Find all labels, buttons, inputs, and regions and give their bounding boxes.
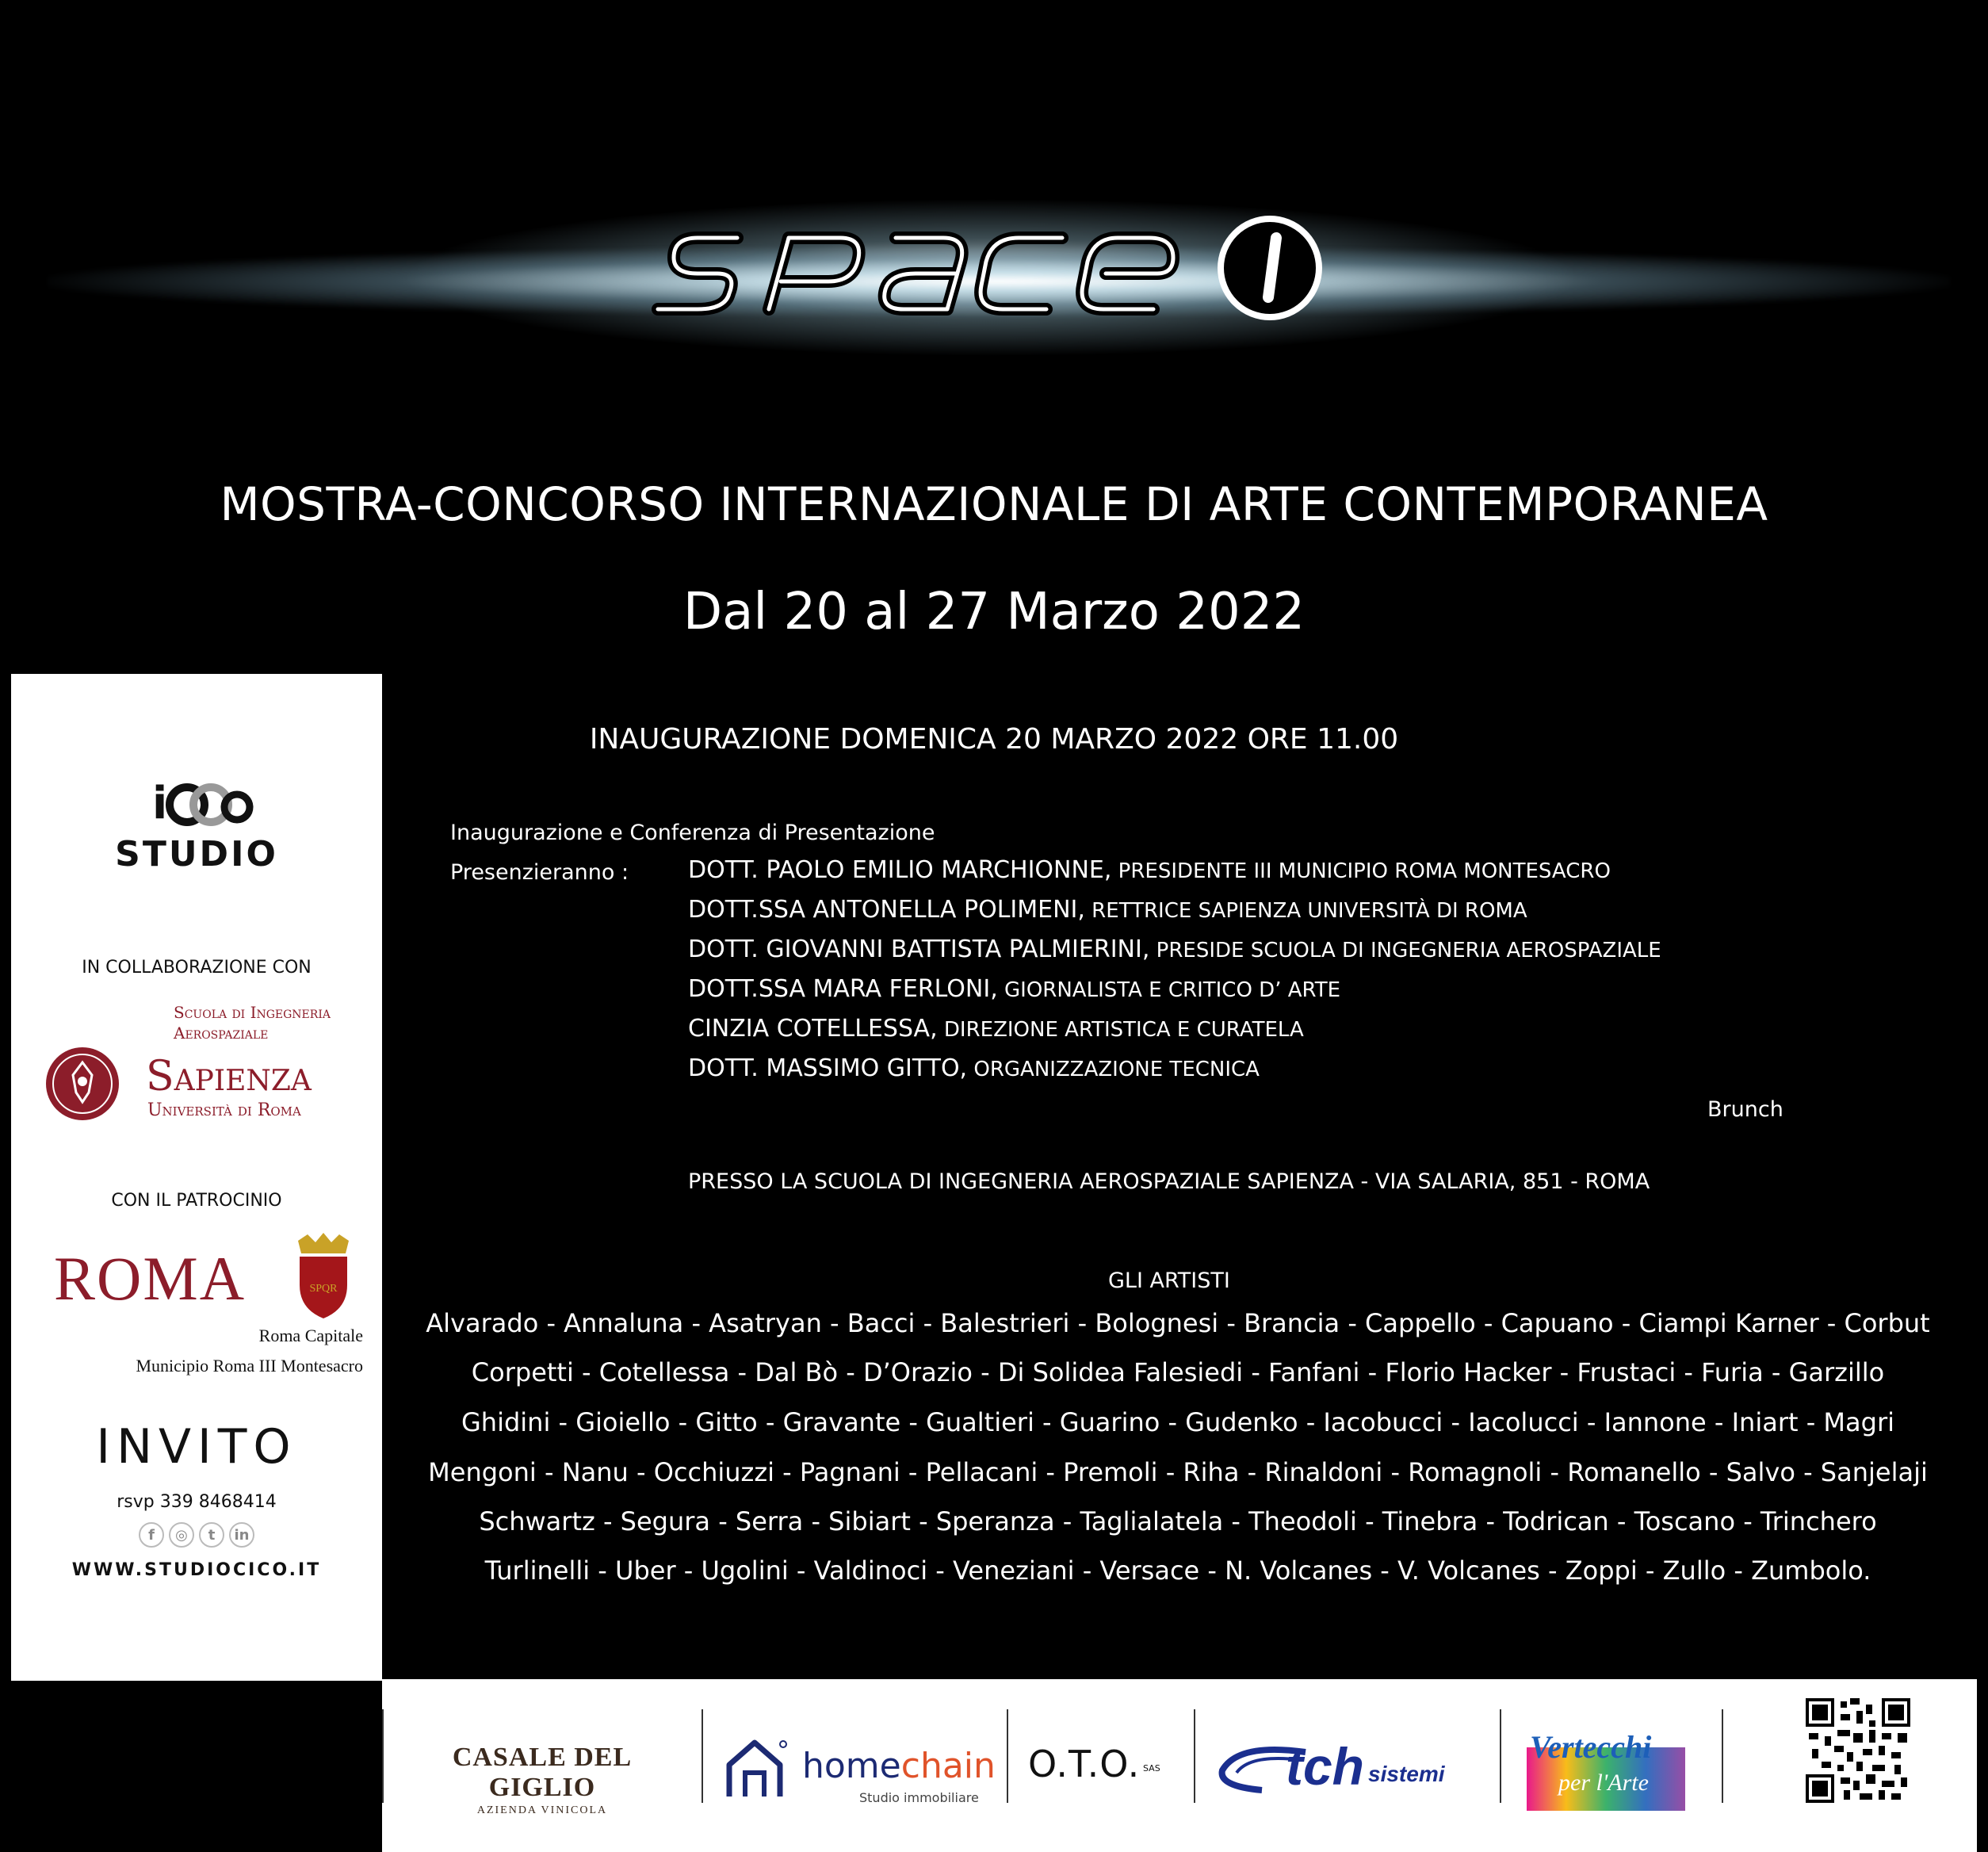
space-one-logo (650, 214, 1348, 333)
tch-sistemi-logo (1214, 1727, 1484, 1806)
qr-code-icon[interactable] (1806, 1698, 1910, 1803)
casale-subtitle: AZIENDA VINICOLA (476, 1804, 608, 1816)
roma-capitale-label: Roma Capitale (258, 1326, 363, 1345)
speaker-row (688, 975, 1340, 1003)
event-dates: Dal 20 al 27 Marzo 2022 (682, 583, 1306, 641)
oto-sas: SAS (1143, 1763, 1160, 1774)
inauguration-line: INAUGURAZIONE DOMENICA 20 MARZO 2022 ORE 11.00 (589, 723, 1399, 756)
speaker-name: DOTT. GIOVANNI BATTISTA PALMIERINI, (688, 936, 1150, 963)
speaker-role: RETTRICE SAPIENZA UNIVERSITÀ DI ROMA (1084, 899, 1527, 923)
speaker-name: DOTT. PAOLO EMILIO MARCHIONNE, (688, 856, 1112, 884)
speaker-row (688, 856, 1611, 884)
sapienza-seal-icon (44, 1040, 120, 1127)
tch-subtitle: sistemi (1368, 1762, 1445, 1786)
rsvp-phone: rsvp 339 8468414 (117, 1492, 277, 1512)
patronage-label: CON IL PATROCINIO (111, 1191, 282, 1211)
vertecchi-logo (1527, 1724, 1685, 1819)
speaker-row (688, 1054, 1260, 1082)
left-sidebar (11, 674, 382, 1681)
house-icon (723, 1733, 794, 1804)
homechain-wordmark (802, 1746, 996, 1786)
website-link[interactable]: WWW.STUDIOCICO.IT (71, 1560, 322, 1580)
vertecchi-subtitle: per l'Arte (1558, 1770, 1649, 1796)
presenters-label: Presenzieranno : (450, 860, 629, 885)
sponsor-bar (382, 1679, 1977, 1852)
sponsor-divider (1007, 1709, 1008, 1803)
speaker-name: DOTT. MASSIMO GITTO, (688, 1054, 968, 1082)
conference-line: Inaugurazione e Conferenza di Presentazione (450, 821, 935, 845)
speaker-row (688, 896, 1527, 924)
homechain-logo (723, 1725, 996, 1812)
artists-line: Schwartz - Segura - Serra - Sibiart - Speranza - Taglialatela - Theodoli - Tinebra - Todrican - Toscano - Trinchero (479, 1506, 1877, 1536)
invitation-heading: INVITO (96, 1419, 297, 1475)
sapienza-name: Sapienza (146, 1053, 312, 1100)
hero-banner (0, 0, 1988, 444)
vertecchi-wordmark: Vertecchi (1530, 1729, 1652, 1765)
speaker-role: PRESIDENTE III MUNICIPIO ROMA MONTESACRO (1111, 859, 1611, 883)
roma-shield-icon (290, 1233, 357, 1320)
casale-del-giglio-logo (400, 1743, 685, 1817)
linkedin-icon[interactable]: in (229, 1522, 254, 1548)
municipio-label: Municipio Roma III Montesacro (136, 1356, 363, 1376)
artists-heading: GLI ARTISTI (1108, 1268, 1230, 1293)
twitter-icon[interactable]: t (199, 1522, 224, 1548)
sponsor-divider (702, 1709, 703, 1803)
sapienza-school-line2: Aerospaziale (174, 1024, 269, 1043)
artists-line: Mengoni - Nanu - Occhiuzzi - Pagnani - Pellacani - Premoli - Riha - Rinaldoni - Romagnoli - Romanello - Salvo - Sanjelaji (428, 1457, 1928, 1487)
speaker-role: DIREZIONE ARTISTICA E CURATELA (937, 1018, 1304, 1042)
speaker-name: CINZIA COTELLESSA, (688, 1015, 938, 1043)
event-title: MOSTRA-CONCORSO INTERNAZIONALE DI ARTE CONTEMPORANEA (220, 477, 1768, 531)
speaker-role: ORGANIZZAZIONE TECNICA (967, 1058, 1260, 1081)
homechain-chain: chain (900, 1746, 996, 1786)
sponsor-divider (382, 1709, 384, 1803)
artists-line: Corpetti - Cotellessa - Dal Bò - D’Orazio - Di Solidea Falesiedi - Fanfani - Florio Hacker - Frustaci - Furia - Garzillo (471, 1357, 1885, 1387)
speaker-role: PRESIDE SCUOLA DI INGEGNERIA AEROSPAZIALE (1149, 939, 1661, 962)
sponsor-divider (1722, 1709, 1723, 1803)
venue-address: PRESSO LA SCUOLA DI INGEGNERIA AEROSPAZIALE SAPIENZA - VIA SALARIA, 851 - ROMA (688, 1169, 1650, 1194)
artists-line: Alvarado - Annaluna - Asatryan - Bacci - Balestrieri - Bolognesi - Brancia - Cappello - Capuano - Ciampi Karner - Corbut (426, 1308, 1930, 1338)
brunch-note: Brunch (1707, 1097, 1783, 1122)
social-icons (11, 1522, 382, 1548)
oto-logo: O.T.O. (1028, 1743, 1141, 1785)
homechain-home: home (802, 1746, 901, 1786)
speaker-role: GIORNALISTA E CRITICO D’ ARTE (997, 978, 1340, 1002)
casale-name: CASALE DEL GIGLIO (452, 1743, 633, 1802)
speaker-name: DOTT.SSA MARA FERLONI, (688, 975, 998, 1003)
collaboration-label: IN COLLABORAZIONE CON (82, 958, 312, 978)
roma-wordmark: ROMA (54, 1244, 247, 1313)
artists-line: Turlinelli - Uber - Ugolini - Valdinoci - Veneziani - Versace - N. Volcanes - V. Volcanes - Zoppi - Zullo - Zumbolo. (484, 1555, 1871, 1586)
speaker-row (688, 936, 1661, 963)
speaker-name: DOTT.SSA ANTONELLA POLIMENI, (688, 896, 1085, 924)
studio-name: STUDIO (115, 834, 278, 874)
homechain-subtitle: Studio immobiliare (859, 1790, 979, 1805)
svg-text:i: i (152, 778, 168, 829)
instagram-icon[interactable]: ◎ (169, 1522, 194, 1548)
facebook-icon[interactable]: f (139, 1522, 164, 1548)
sponsor-divider (1500, 1709, 1501, 1803)
sapienza-school-line1: Scuola di Ingegneria (174, 1003, 331, 1022)
sapienza-subtitle: Università di Roma (147, 1100, 301, 1120)
speaker-row (688, 1015, 1304, 1043)
artists-line: Ghidini - Gioiello - Gitto - Gravante - Gualtieri - Guarino - Gudenko - Iacobucci - Iacolucci - Iannone - Iniart - Magri (461, 1407, 1894, 1437)
sponsor-divider (1194, 1709, 1195, 1803)
tch-wordmark: tch (1286, 1737, 1364, 1796)
svg-text:SPQR: SPQR (309, 1283, 338, 1295)
cico-studio-logo (11, 761, 382, 832)
